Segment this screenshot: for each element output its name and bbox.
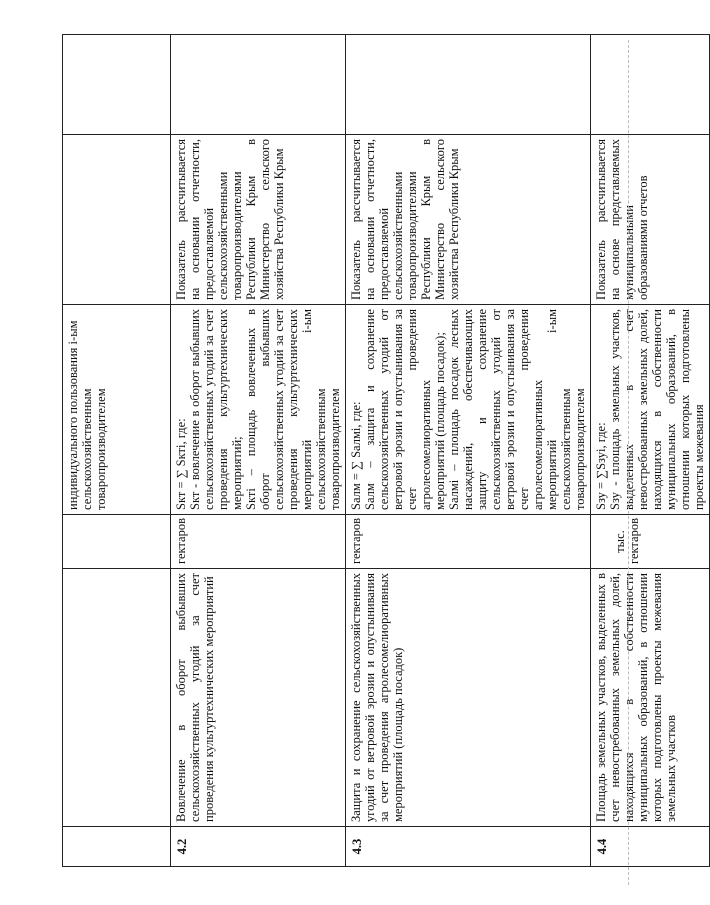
extra-cell xyxy=(346,35,591,135)
source-cell: Показатель рассчитывается на основании отчетности, предоставляемой сельскохозяйственными товаропроизводителями Республики Крым в Министерство сельского хозяйства Республики Крым xyxy=(171,135,346,305)
unit-cell: тыс. гектаров xyxy=(591,515,710,569)
row-number: 4.4 xyxy=(591,827,710,867)
formula-line: Sзу - площадь земельных участков, выделенных в счет невостребованных земельных долей, находящихся в собственности муниципальных образований, в отношении которых подготовлены проекты межевания xyxy=(608,309,706,510)
formula-line: Sкт = ∑ Sктi, где: xyxy=(174,418,188,510)
table-row xyxy=(346,35,591,867)
formula-line: Sктi – площадь вовлеченных в оборот выбывших сельскохозяйственных угодий за счет проведения культуртехнических мероприятий i-ым сельскохозяйственным товаропроизводителем xyxy=(244,309,342,510)
indicator-name: Защита и сохранение сельскохозяйственных угодий от ветровой эрозии и опустынивания за счет проведения агролесомелиоративных мероприятий (площадь посадок) xyxy=(346,569,591,827)
indicator-name: Вовлечение в оборот выбывших сельскохозяйственных угодий за счет проведения культуртехнических мероприятий xyxy=(171,569,346,827)
formula-cell xyxy=(591,305,710,515)
row-number xyxy=(63,827,171,867)
formula-line: Sалмi – площадь посадок лесных насаждений, обеспечивающих защиту и сохранение сельскохозяйственных угодий от ветровой эрозии и опустынивания за счет проведения агролесомелиоративных мероприятий i-ым сельскохозяйственным товаропроизводителем xyxy=(447,309,587,510)
unit-cell xyxy=(63,515,171,569)
extra-cell xyxy=(591,35,710,135)
indicator-name xyxy=(63,569,171,827)
row-number: 4.3 xyxy=(346,827,591,867)
formula-line: Sалм – защита и сохранение сельскохозяйственных угодий от ветровой эрозии и опустынивания за счет проведения агролесомелиоративных мероприятий (площадь посадок); xyxy=(363,309,447,510)
formula-line: Sалм = ∑ Sалмi, где: xyxy=(349,401,363,510)
formula-line: Sзу = ∑Sзуi, где: xyxy=(594,422,608,510)
table-row xyxy=(171,35,346,867)
indicators-table xyxy=(62,34,710,867)
formula-line: товаропроизводителем xyxy=(94,388,108,510)
formula-line: Sкт - вовлечение в оборот выбывших сельскохозяйственных угодий за счет проведения культуртехнических мероприятий; xyxy=(188,309,244,510)
scan-artifact-line xyxy=(628,40,629,885)
formula-line: индивидуального пользования i-ым xyxy=(66,320,80,510)
formula-cell xyxy=(63,305,171,515)
extra-cell xyxy=(63,35,171,135)
source-cell xyxy=(63,135,171,305)
indicator-name: Площадь земельных участков, выделенных в счет невостребованных земельных долей, находящихся в собственности муниципальных образований, в отношении которых подготовлены проекты межевания земельных участков xyxy=(591,569,710,827)
table-row xyxy=(591,35,710,867)
unit-cell: гектаров xyxy=(346,515,591,569)
formula-line: сельскохозяйственным xyxy=(80,388,94,510)
source-cell: Показатель рассчитывается на основе представляемых муниципальными образованиями отчетов xyxy=(591,135,710,305)
extra-cell xyxy=(171,35,346,135)
table-row xyxy=(63,35,171,867)
row-number: 4.2 xyxy=(171,827,346,867)
unit-cell: гектаров xyxy=(171,515,346,569)
source-cell: Показатель рассчитывается на основании отчетности, предоставляемой сельскохозяйственными товаропроизводителями Республики Крым в Министерство сельского хозяйства Республики Крым xyxy=(346,135,591,305)
formula-cell xyxy=(171,305,346,515)
formula-cell xyxy=(346,305,591,515)
